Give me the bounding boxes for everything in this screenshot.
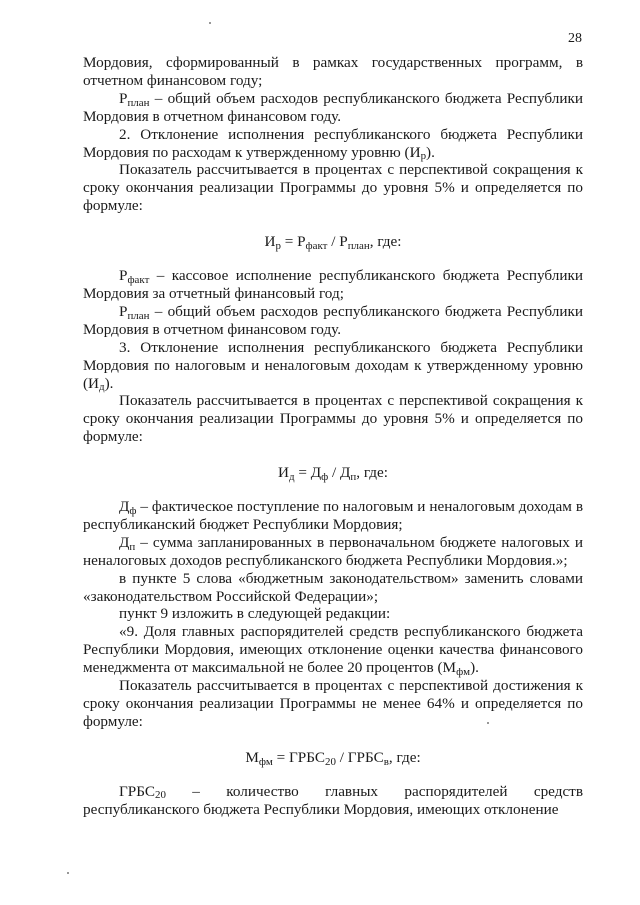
text-run: И <box>264 233 276 251</box>
paragraph <box>83 783 583 801</box>
subscript: д <box>288 470 295 483</box>
text-run: в пункте 5 слова «бюджетным законодательством» заменить словами «законодательством Российской Федерации»; <box>83 569 583 605</box>
subscript: ф <box>129 504 137 517</box>
text-run: пункт 9 изложить в следующей редакции: <box>119 605 391 623</box>
subscript: 20 <box>154 789 166 802</box>
formula <box>83 233 583 251</box>
text-run: , где: <box>369 233 402 251</box>
text-run: Мордовия, сформированный в рамках государственных программ, в отчетном финансовом году; <box>83 54 583 89</box>
paragraph <box>83 605 583 623</box>
text-run: Показатель рассчитывается в процентах с перспективой сокращения к сроку окончания реализации Программы до уровня 5% и определяется по формуле: <box>83 161 583 215</box>
paragraph <box>83 623 583 677</box>
text-run: – кассовое исполнение республиканского бюджета Республики Мордовия за отчетный финансовый год; <box>83 267 583 302</box>
text-run: – общий объем расходов республиканского бюджета Республики Мордовия в отчетном финансовом году. <box>83 302 583 338</box>
paragraph <box>83 392 583 446</box>
subscript: 20 <box>325 755 336 768</box>
subscript: план <box>347 239 370 252</box>
subscript: ф <box>321 470 329 483</box>
text-run: 2. Отклонение исполнения республиканского бюджета Республики Мордовия по расходам к утвержденному уровню (И <box>83 125 583 161</box>
text-run: 3. Отклонение исполнения республиканского бюджета Республики Мордовия по налоговым и неналоговым доходам к утвержденному уровню (И <box>83 338 583 392</box>
scan-speck <box>67 872 69 874</box>
text-run: – фактическое поступление по налоговым и неналоговым доходам в республиканский бюджет Республики Мордовия; <box>83 498 583 533</box>
text-run: ). <box>426 143 435 161</box>
subscript: п <box>129 540 136 553</box>
document-body <box>83 54 583 819</box>
text-run: – количество главных распорядителей средств <box>165 782 583 800</box>
text-run: Показатель рассчитывается в процентах с перспективой достижения к сроку окончания реализации Программы не менее 64% и определяется по формуле: <box>83 677 583 730</box>
page-number: 28 <box>568 31 582 46</box>
paragraph <box>83 801 583 819</box>
text-run: М <box>245 748 259 766</box>
paragraph <box>83 126 583 162</box>
paragraph <box>83 161 583 215</box>
subscript: р <box>275 239 281 252</box>
subscript: п <box>350 470 357 483</box>
paragraph <box>83 677 583 731</box>
text-run: Р <box>119 302 128 320</box>
text-run: ). <box>470 659 479 677</box>
text-run: / Р <box>327 233 348 251</box>
paragraph <box>83 303 583 339</box>
text-run: И <box>278 464 289 482</box>
paragraph <box>83 267 583 303</box>
text-run: – общий объем расходов республиканского бюджета Республики Мордовия в отчетном финансовом году. <box>83 89 583 125</box>
text-run: Д <box>119 498 130 516</box>
scan-speck <box>209 22 211 24</box>
paragraph <box>83 90 583 126</box>
text-run: / ГРБС <box>335 748 384 766</box>
text-run: ). <box>104 374 114 392</box>
subscript: план <box>127 309 150 322</box>
text-run: = Р <box>280 233 306 251</box>
subscript: в <box>383 755 389 768</box>
subscript: факт <box>305 239 328 252</box>
paragraph <box>83 54 583 90</box>
paragraph <box>83 534 583 570</box>
scan-speck <box>487 722 489 724</box>
text-run: Р <box>119 267 128 285</box>
subscript: р <box>420 150 427 163</box>
formula <box>83 464 583 482</box>
subscript: фм <box>456 665 471 678</box>
paragraph <box>83 570 583 606</box>
text-run: / Д <box>328 464 351 482</box>
paragraph <box>83 339 583 393</box>
text-run: ГРБС <box>119 782 155 800</box>
subscript: факт <box>127 273 150 286</box>
subscript: д <box>99 381 105 394</box>
subscript: фм <box>258 755 273 768</box>
formula <box>83 749 583 767</box>
text-run: Р <box>119 89 128 107</box>
subscript: план <box>127 96 150 109</box>
text-run: Показатель рассчитывается в процентах с перспективой сокращения к сроку окончания реализации Программы до уровня 5% и определяется по формуле: <box>83 392 583 446</box>
text-run: «9. Доля главных распорядителей средств республиканского бюджета Республики Мордовия, имеющих отклонение оценки качества финансового менеджмента от максимальной не более 20 процентов (М <box>83 623 583 677</box>
text-run: = Д <box>294 464 322 482</box>
text-run: – сумма запланированных в первоначальном бюджете налоговых и неналоговых доходов республиканского бюджета Республики Мордовия.»; <box>83 533 583 569</box>
text-run: Д <box>119 533 130 551</box>
paragraph <box>83 498 583 534</box>
text-run: , где: <box>388 748 421 766</box>
text-run: республиканского бюджета Республики Мордовия, имеющих отклонение <box>83 800 559 818</box>
text-run: , где: <box>356 464 388 482</box>
text-run: = ГРБС <box>272 748 325 766</box>
